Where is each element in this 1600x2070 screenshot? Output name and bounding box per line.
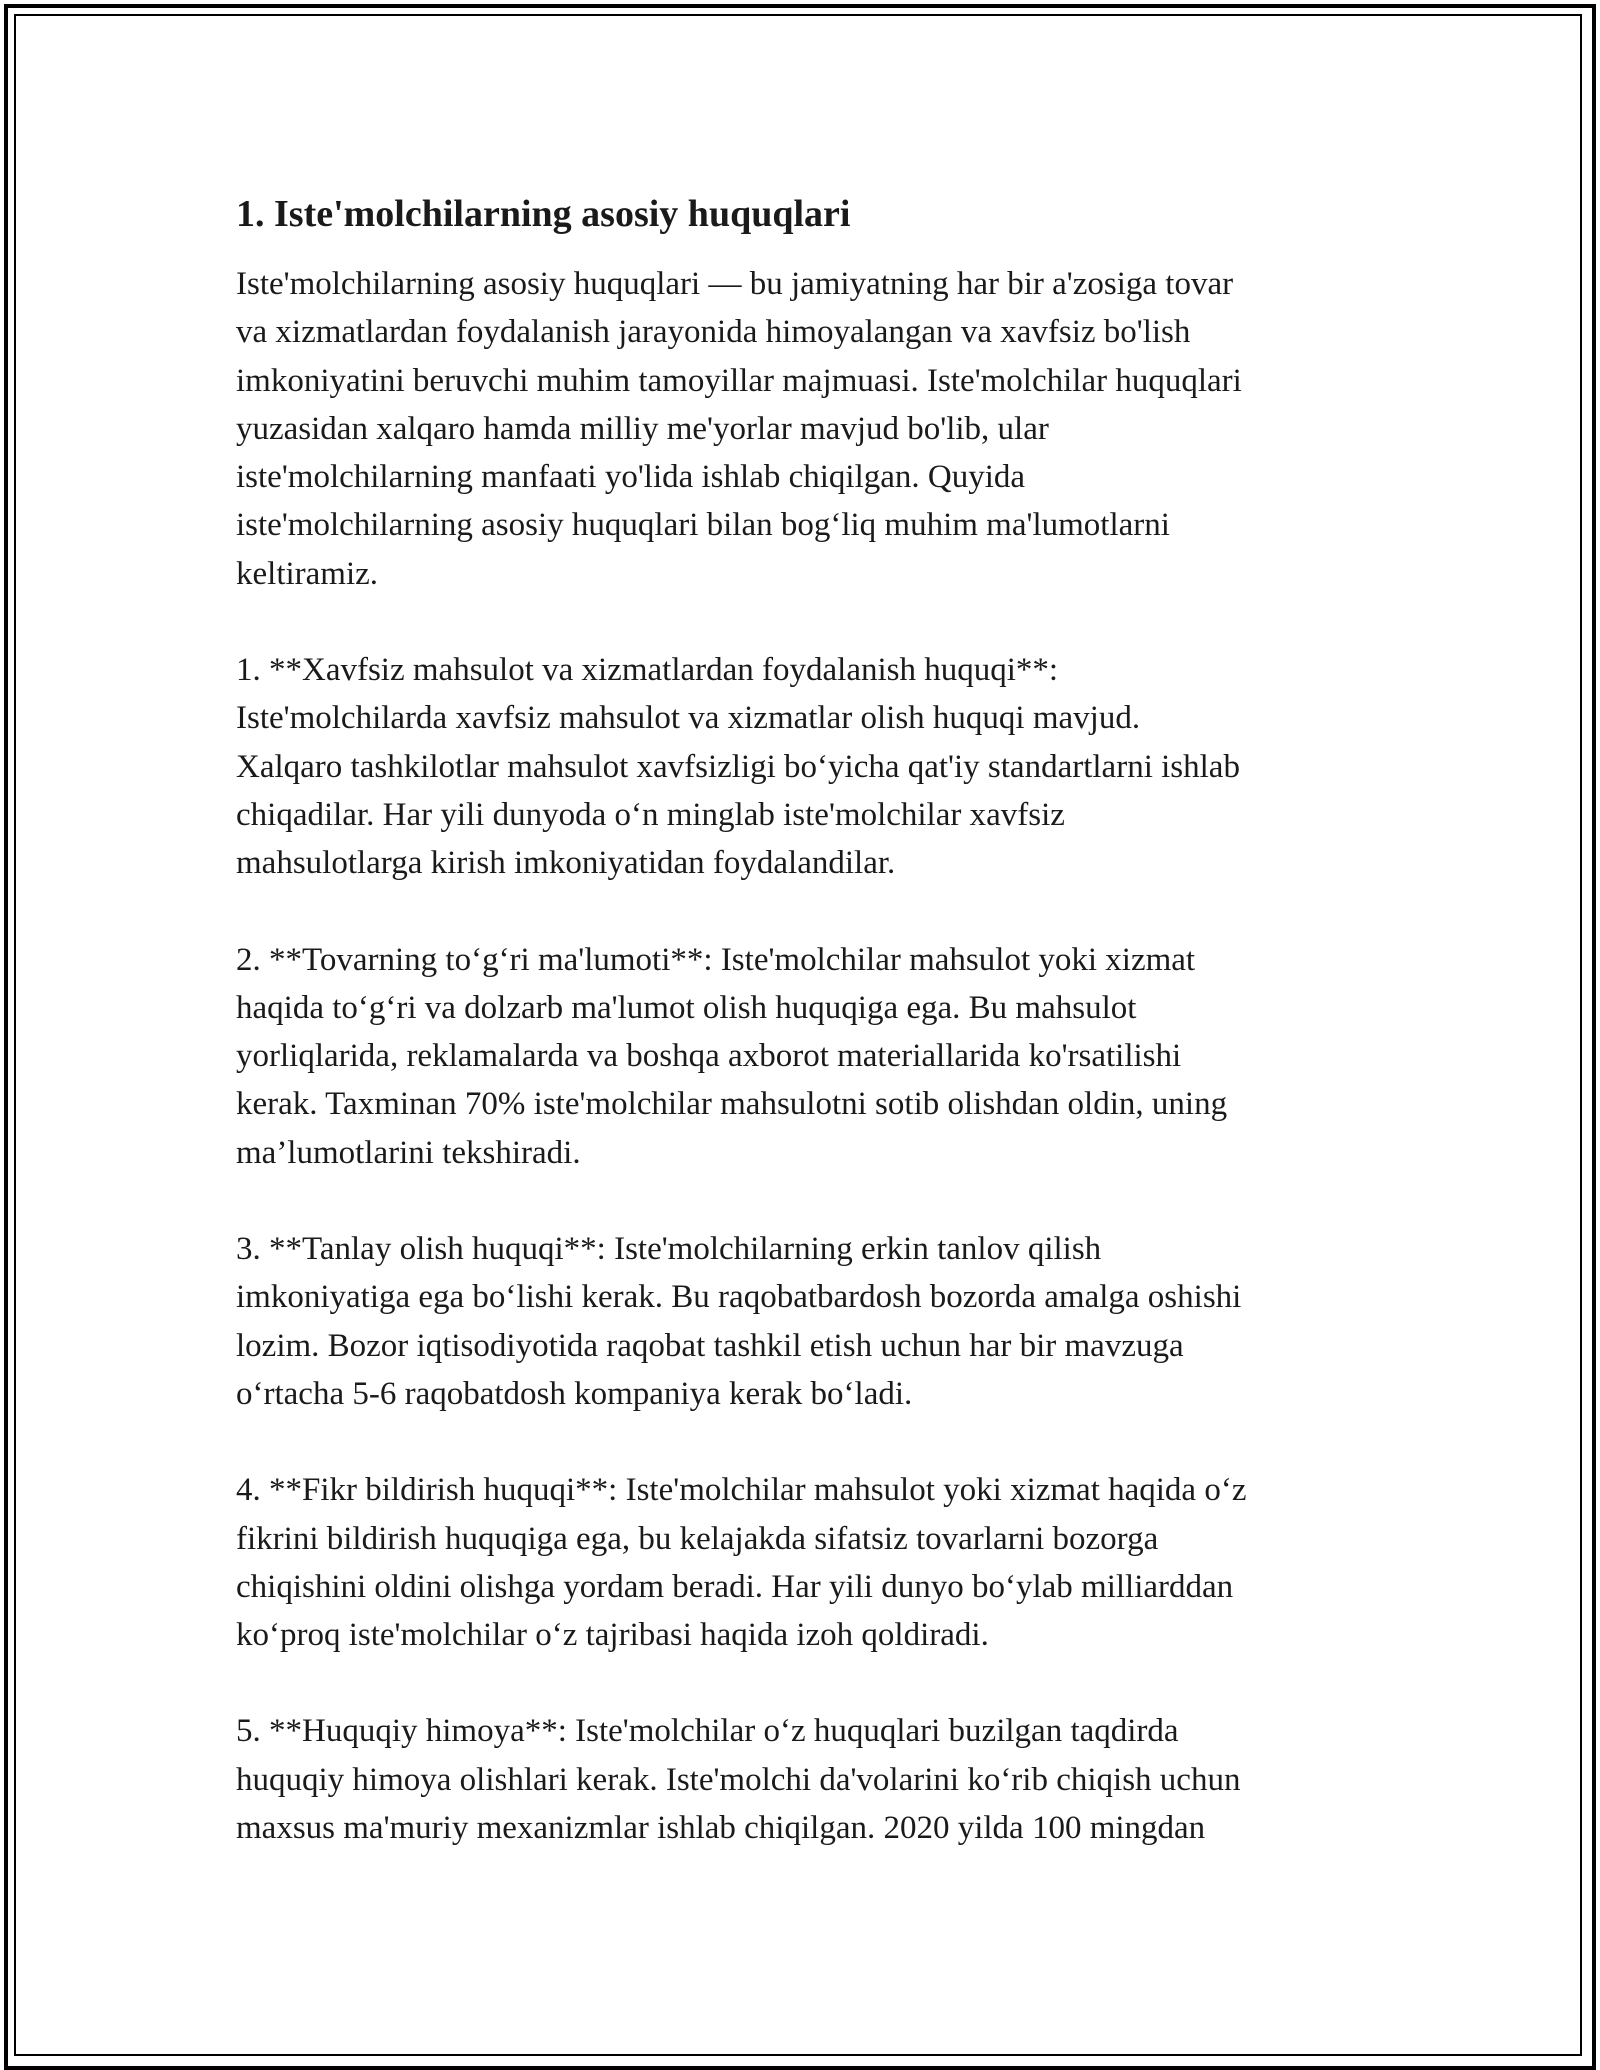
list-item-right-to-feedback: 4. **Fikr bildirish huquqi**: Iste'molchilar mahsulot yoki xizmat haqida o‘z fikrini bildirish huquqiga ega, bu kelajakda sifatsiz tovarlarni bozorga chiqishini oldini olishga yordam beradi. Har yili dunyo bo‘ylab milliarddan ko‘proq iste'molchilar o‘z tajribasi haqida izoh qoldiradi.: [236, 1472, 1247, 1654]
list-item-right-to-choose: 3. **Tanlay olish huquqi**: Iste'molchilarning erkin tanlov qilish imkoniyatiga ega bo‘lishi kerak. Bu raqobatbardosh bozorda amalga oshishi lozim. Bozor iqtisodiyotida raqobat tashkil etish uchun har bir mavzuga o‘rtacha 5-6 raqobatdosh kompaniya kerak bo‘ladi.: [236, 1231, 1242, 1412]
list-item-legal-protection: 5. **Huquqiy himoya**: Iste'molchilar o‘z huquqlari buzilgan taqdirda huquqiy himoya olishlari kerak. Iste'molchi da'volarini ko‘rib chiqish uchun maxsus ma'muriy mexanizmlar ishlab chiqilgan. 2020 yilda 100 mingdan: [236, 1713, 1241, 1847]
document-body: [236, 186, 1368, 1900]
list-item-safe-products: 1. **Xavfsiz mahsulot va xizmatlardan foydalanish huquqi**: Iste'molchilarda xavfsiz mahsulot va xizmatlar olish huquqi mavjud. Xalqaro tashkilotlar mahsulot xavfsizligi bo‘yicha qat'iy standartlarni ishlab chiqadilar. Har yili dunyoda o‘n minglab iste'molchilar xavfsiz mahsulotlarga kirish imkoniyatidan foydalandilar.: [236, 652, 1240, 882]
intro-paragraph: Iste'molchilarning asosiy huquqlari — bu jamiyatning har bir a'zosiga tovar va xizmatlardan foydalanish jarayonida himoyalangan va xavfsiz bo'lish imkoniyatini beruvchi muhim tamoyillar majmuasi. Iste'molchilar huquqlari yuzasidan xalqaro hamda milliy me'yorlar mavjud bo'lib, ular iste'molchilarning manfaati yo'lida ishlab chiqilgan. Quyida iste'molchilarning asosiy huquqlari bilan bog‘liq muhim ma'lumotlarni keltiramiz.: [236, 266, 1242, 592]
document-title: 1. Iste'molchilarning asosiy huquqlari: [236, 193, 851, 235]
list-item-correct-information: 2. **Tovarning to‘g‘ri ma'lumoti**: Iste'molchilar mahsulot yoki xizmat haqida to‘g‘ri va dolzarb ma'lumot olish huquqiga ega. Bu mahsulot yorliqlarida, reklamalarda va boshqa axborot materiallarida ko'rsatilishi kerak. Taxminan 70% iste'molchilar mahsulotni sotib olishdan oldin, uning ma’lumotlarini tekshiradi.: [236, 941, 1228, 1171]
